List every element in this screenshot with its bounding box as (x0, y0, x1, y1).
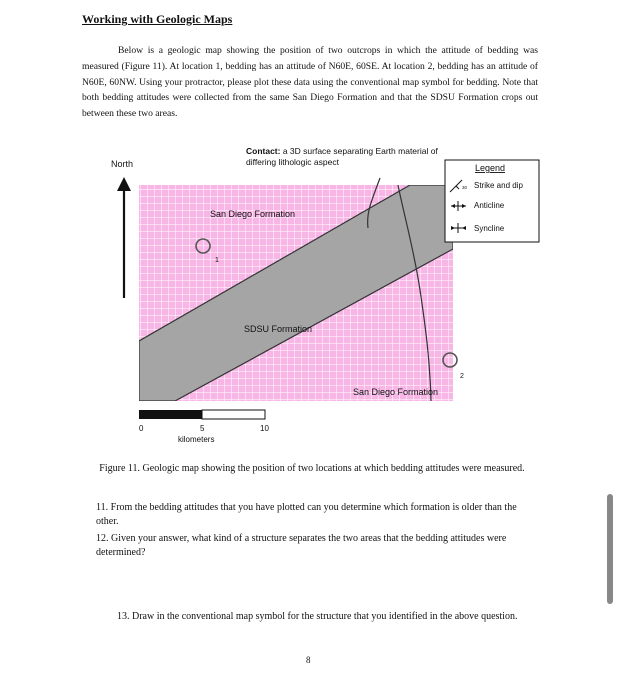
legend-item-syncline: Syncline (474, 224, 505, 233)
scale-bar-black (139, 410, 202, 419)
svg-text:30: 30 (462, 185, 468, 190)
scale-bar-white (202, 410, 265, 419)
scale-tick-10: 10 (260, 424, 269, 433)
question-13: 13. Draw in the conventional map symbol for the structure that you identified in the above question. (117, 611, 518, 622)
scale-tick-5: 5 (200, 424, 205, 433)
location-2-label: 2 (460, 373, 464, 380)
legend-item-anticline: Anticline (474, 201, 505, 210)
formation-label-middle: SDSU Formation (244, 324, 313, 334)
legend-item-strike-dip: Strike and dip (474, 181, 523, 190)
question-12: 12. Given your answer, what kind of a structure separates the two areas that the bedding attitudes were determined? (96, 533, 507, 558)
page-heading: Working with Geologic Maps (82, 12, 233, 26)
contact-label-line2: differing lithologic aspect (246, 157, 339, 167)
question-11: 11. From the bedding attitudes that you have plotted can you determine which formation is older than the other. (96, 502, 517, 527)
figure-caption: Figure 11. Geologic map showing the position of two locations at which bedding attitudes were measured. (99, 463, 525, 474)
north-arrow-head (117, 177, 131, 191)
formation-label-lower: San Diego Formation (353, 387, 439, 397)
north-label: North (111, 159, 134, 169)
location-1-label: 1 (215, 257, 219, 264)
scrollbar-thumb[interactable] (607, 494, 613, 604)
formation-label-upper: San Diego Formation (210, 209, 296, 219)
page-number: 8 (306, 655, 311, 665)
legend-title: Legend (475, 163, 506, 173)
scale-tick-0: 0 (139, 424, 144, 433)
scale-unit: kilometers (178, 435, 215, 444)
intro-paragraph: Below is a geologic map showing the position of two outcrops in which the attitude of bedding was measured (Figure 11). At location 1, bedding has an attitude of N60E, 60SE. At location 2, bedding has an attitude of N60E, 60NW. Using your protractor, please plot these data using the conventional map symbol for bedding. Note that both bedding attitudes were collected from the same San Diego Formation and that the SDSU Formation crops out between these two areas. (82, 45, 538, 120)
contact-label: Contact: a 3D surface separating Earth material of (246, 146, 438, 156)
